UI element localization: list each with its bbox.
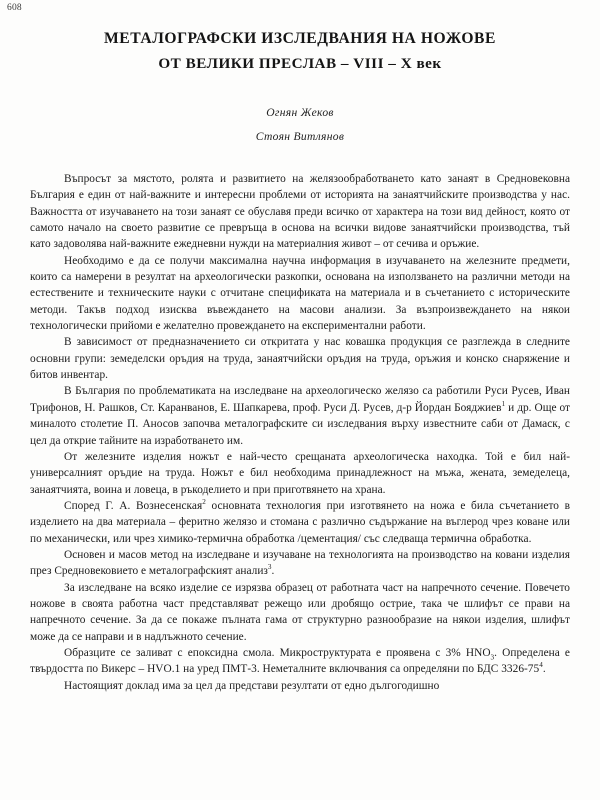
paragraph-4-text-before: В България по проблематиката на изследване на археологическо желязо са работили Руси Русев, Иван Трифонов, Н. Рашков, Ст. Каранванов, Е. Шапкарева, проф. Руси Д. Русев, д-р Йордан Бояджиев: [30, 385, 570, 414]
paragraph-9-text-mid: . Определена е твърдостта по Викерс – HVO.1 на уред ПМТ-3. Неметалните включвания са определяни по БДС 3326-75: [30, 646, 570, 676]
paragraph-3: В зависимост от предназначението си откритата у нас ковашка продукция се разглежда в следните основни групи: земеделски оръдия на труда, занаятчийски оръдия на труда, оръжия и конско снаряжение и битов инвентар.: [30, 336, 570, 382]
paragraph-2: Необходимо е да се получи максимална научна информация в изучаването на железните предмети, които са намерени в резултат на археологически разкопки, основана на използването на различни методи на естествените и техническите науки с отчитане спецификата на материала и в съчетанието с историческите методи. Такъв подход изисква въвеждането на масови анализи. За възпроизвеждането на някои технологически прийоми е желателно провеждането на експериментални работи.: [30, 254, 570, 333]
paragraph-1: Въпросът за мястото, ролята и развитието на желязообработването като занаят в Средновековна България е един от най-важните и интересни проблеми от историята на занаятчийските производства у нас. Важността от изучаването на този занаят се обуславя преди всичко от характера на този вид дейност, която от самото начало на своето развитие се превръща в основа на всички видове занаятчийски производства, тъй като задоволява най-важните ежедневни нужди на материалния живот – от сечива и оръжие.: [30, 173, 570, 251]
footnote-marker-1: 1: [501, 400, 506, 409]
page-number: 608: [7, 3, 22, 13]
footnote-marker-2: 2: [202, 498, 206, 507]
footnote-marker-3: 3: [267, 563, 272, 572]
author-name-1: Огнян Жеков: [266, 106, 334, 119]
paragraph-8: За изследване на всяко изделие се изрязва образец от работната част на напречното сечение. Повечето ножове в своята работна част представляват режещо или дробящо острие, така че шлифът се прави на напречното сечение. За да се покаже пълната гама от структурно разнообразие на някои изделия, шлифът може да се направи и в надлъжното сечение.: [30, 581, 570, 643]
article-title: [30, 26, 570, 76]
footnote-marker-4: 4: [539, 661, 543, 670]
paragraph-9-text-after: .: [542, 663, 546, 676]
title-line-2: ОТ ВЕЛИКИ ПРЕСЛАВ – VIII – X век: [158, 55, 442, 72]
paragraph-6-text-after: основната технология при изготвянето на ножа е била съчетанието в изделието на два материала – феритно желязо и стомана с различно съдържание на въглерод чрез коване или по механически, или чрез химико-термична обработка /цементация/ със следваща термична обработка.: [30, 499, 570, 545]
page-body: [30, 26, 570, 694]
paragraph-4: [30, 383, 570, 448]
paragraph-7: [30, 547, 570, 580]
paragraph-7-text-after: .: [271, 565, 275, 578]
article-body: [30, 171, 570, 694]
paragraph-6-text-before: Според Г. А. Вознесенская: [64, 499, 203, 512]
paragraph-9-text-before: Образците се заливат с епоксидна смола. Микроструктурата е проявена с 3% HNO: [64, 646, 491, 659]
author-name-2: Стоян Витлянов: [255, 130, 345, 143]
paragraph-10: Настоящият доклад има за цел да представи резултати от едно дългогодишно: [64, 679, 440, 692]
paragraph-5: От железните изделия ножът е най-често срещаната археологическа находка. Той е бил най-универсалният оръдие на труда. Ножът е бил необходима принадлежност на мъжа, жената, земеделеца, занаятчията, воина и ловеца, в ръкоделието и при приготвянето на храна.: [30, 450, 570, 496]
paragraph-4-text-after: и др. Още от миналото столетие П. Аносов започва металографските си изследвания върху известните саби от Дамаск, с цел да открие тайните на изработването им.: [30, 401, 570, 447]
author-list: [30, 101, 570, 149]
paragraph-7-text-before: Основен и масов метод на изследване и изучаване на технологията на производство на ковани изделия през Средновековието е металографският анализ: [30, 548, 570, 578]
paragraph-6: [30, 498, 570, 547]
title-line-1: МЕТАЛОГРАФСКИ ИЗСЛЕДВАНИЯ НА НОЖОВЕ: [104, 30, 496, 47]
chemical-subscript: 3: [490, 653, 495, 662]
paragraph-9: [30, 645, 570, 678]
